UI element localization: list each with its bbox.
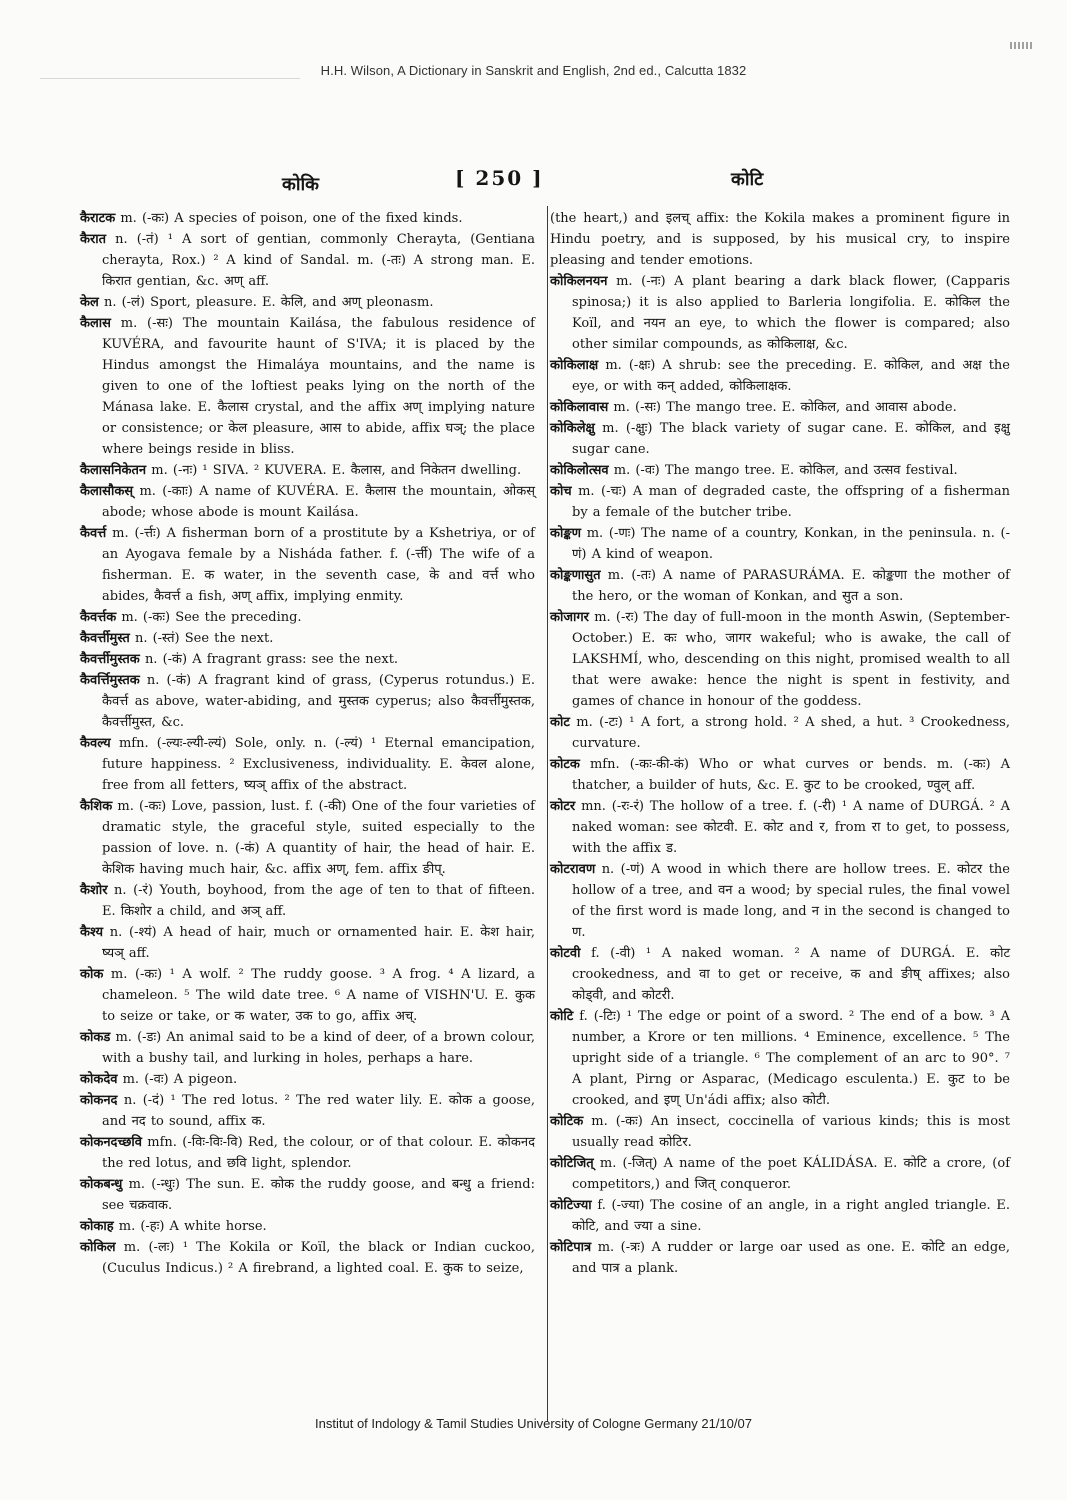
- entry-headword: कोटि: [550, 1009, 574, 1024]
- entry-text: m. (-र्त्तः) A fisherman born of a prostitute by a Kshetriya, or of an Ayogava female by a Nisháda father. f. (-र्त्ती) The wife of a fisherman. E. क water, in the seventh case, के and वर्त्त who abides, कैवर्त्त a fish, अण् affix, implying enmity.: [102, 526, 535, 604]
- entry-headword: कोकिलनयन: [550, 274, 608, 289]
- header-right-word: कोटि: [731, 169, 764, 190]
- entry-text: m. (-चः) A man of degraded caste, the offspring of a fisherman by a female of the butcher tribe.: [572, 484, 1010, 520]
- dictionary-entry: [550, 1153, 1010, 1195]
- dictionary-entry: [80, 880, 535, 922]
- entry-text: n. (-तं) ¹ A sort of gentian, commonly Cherayta, (Gentiana cherayta, Rox.) ² A kind of Sandal. m. (-तः) A strong man. E. किरात gentian, &c. अण् aff.: [102, 232, 535, 289]
- dictionary-entry: [550, 607, 1010, 712]
- entry-headword: कोटक: [550, 757, 580, 772]
- entry-headword: कैरात: [80, 232, 107, 247]
- entry-headword: कोकड: [80, 1030, 111, 1045]
- entry-headword: कोच: [550, 484, 572, 499]
- entry-headword: कैवर्त्त: [80, 526, 107, 541]
- dictionary-entry: [80, 922, 535, 964]
- dictionary-entry: [550, 271, 1010, 355]
- entry-text: (the heart,) and इलच् affix: the Kokila makes a prominent figure in Hindu poetry, and is supposed, by his musical cry, to inspire pleasing and tender emotions.: [550, 211, 1010, 268]
- entry-headword: कैराटक: [80, 211, 116, 226]
- dictionary-entry: [550, 754, 1010, 796]
- entry-text: n. (-श्यं) A head of hair, much or ornamented hair. E. केश hair, ष्यञ् aff.: [102, 925, 536, 961]
- dictionary-entry: [80, 229, 535, 292]
- entry-headword: केल: [80, 295, 99, 310]
- entry-text: m. (-णः) The name of a country, Konkan, in the peninsula. n. (-णं) A kind of weapon.: [572, 526, 1011, 562]
- bottom-caption: Institut of Indology & Tamil Studies University of Cologne Germany 21/10/07: [315, 1416, 752, 1431]
- dictionary-entry: [80, 292, 535, 313]
- entry-headword: कोटिपात्र: [550, 1240, 592, 1255]
- entry-text: m. (-हः) A white horse.: [118, 1219, 267, 1234]
- entry-text: m. (-टः) ¹ A fort, a strong hold. ² A shed, a hut. ³ Crookedness, curvature.: [572, 715, 1010, 751]
- entry-text: m. (-वः) The mango tree. E. कोकिल, and उत्सव festival.: [613, 463, 958, 478]
- dictionary-entry: [80, 1174, 535, 1216]
- entry-text: m. (-लः) ¹ The Kokila or Koïl, the black or Indian cuckoo, (Cuculus Indicus.) ² A firebrand, a lighted coal. E. कुक to seize,: [102, 1240, 536, 1276]
- dictionary-entry: [550, 712, 1010, 754]
- entry-text: m. (-न्धुः) The sun. E. कोक the ruddy goose, and बन्धु a friend: see चक्रवाक.: [102, 1177, 535, 1213]
- dictionary-entry: [80, 1090, 535, 1132]
- entry-headword: कैशोर: [80, 883, 108, 898]
- dictionary-entry: [550, 460, 1010, 481]
- column-divider: [547, 206, 548, 1422]
- entry-text: n. (-लं) Sport, pleasure. E. केलि, and अण् pleonasm.: [103, 295, 434, 310]
- entry-headword: कैलास: [80, 316, 111, 331]
- dictionary-entry: [80, 313, 535, 460]
- entry-text: m. (-त्रः) A rudder or large oar used as one. E. कोटि an edge, and पात्र a plank.: [572, 1240, 1011, 1276]
- dictionary-entry: [550, 208, 1010, 271]
- entry-text: m. (-कः) See the preceding.: [121, 610, 302, 625]
- entry-headword: कोकदेव: [80, 1072, 118, 1087]
- entry-headword: कैलासनिकेतन: [80, 463, 147, 478]
- dictionary-entry: [80, 1132, 535, 1174]
- entry-text: m. (-क्षुः) The black variety of sugar cane. E. कोकिल, and इक्षु sugar cane.: [572, 421, 1010, 457]
- dictionary-entry: [80, 1069, 535, 1090]
- dictionary-entry: [80, 670, 535, 733]
- entry-text: n. (-णं) A wood in which there are hollow trees. E. कोटर the hollow of a tree, and वन a wood; by special rules, the final vowel of the first word is made long, and न in the second is changed to ण.: [572, 862, 1010, 940]
- entry-headword: कैवल्य: [80, 736, 111, 751]
- entry-headword: कोट: [550, 715, 570, 730]
- entry-headword: कोटिजित्: [550, 1156, 594, 1171]
- entry-text: n. (-स्तं) See the next.: [134, 631, 274, 646]
- dictionary-entry: [80, 607, 535, 628]
- entry-headword: कोकिलाक्ष: [550, 358, 599, 373]
- dictionary-entry: [80, 628, 535, 649]
- dictionary-entry: [550, 565, 1010, 607]
- dictionary-entry: [80, 1216, 535, 1237]
- entry-headword: कोजागर: [550, 610, 590, 625]
- dictionary-entry: [80, 1027, 535, 1069]
- left-column: [80, 208, 535, 1279]
- top-caption: H.H. Wilson, A Dictionary in Sanskrit and English, 2nd ed., Calcutta 1832: [320, 63, 747, 78]
- dictionary-entry: [550, 1111, 1010, 1153]
- entry-headword: कोकाह: [80, 1219, 114, 1234]
- entry-text: mfn. (-विः-विः-वि) Red, the colour, or of that colour. E. कोकनद the red lotus, and छवि light, splendor.: [102, 1135, 535, 1171]
- dictionary-entry: [550, 418, 1010, 460]
- entry-headword: कैलासौकस्: [80, 484, 134, 499]
- dictionary-entry: [550, 355, 1010, 397]
- entry-headword: कोक: [80, 967, 104, 982]
- entry-headword: कोटवी: [550, 946, 581, 961]
- entry-headword: कोकनदच्छवि: [80, 1135, 142, 1150]
- entry-text: mfn. (-ल्यः-ल्यी-ल्यं) Sole, only. n. (-ल्यं) ¹ Eternal emancipation, future happiness. ² Exclusiveness, individuality. E. केवल alone, free from all fetters, ष्यञ् affix of the abstract.: [102, 736, 535, 793]
- dictionary-entry: [80, 460, 535, 481]
- entry-headword: कैशिक: [80, 799, 113, 814]
- entry-text: m. (-सः) The mango tree. E. कोकिल, and आवास abode.: [613, 400, 957, 415]
- dictionary-entry: [550, 943, 1010, 1006]
- dictionary-entry: [550, 1237, 1010, 1279]
- entry-text: m. (-जित्) A name of the poet KÁLIDÁSA. E. कोटि a crore, (of competitors,) and जित् conqueror.: [572, 1156, 1011, 1192]
- entry-text: mn. (-रः-रं) The hollow of a tree. f. (-री) ¹ A name of DURGÁ. ² A naked woman: see कोटवी. E. कोट and र, from रा to get, to possess, with the affix ड.: [572, 799, 1010, 856]
- dictionary-entry: [80, 649, 535, 670]
- entry-headword: कोकनद: [80, 1093, 118, 1108]
- entry-headword: कोटरावण: [550, 862, 596, 877]
- entry-headword: कोङ्कणासुत: [550, 568, 601, 583]
- entry-text: f. (-वी) ¹ A naked woman. ² A name of DURGÁ. E. कोट crookedness, and वा to get or receive, क and ङीष् affixes; also कोड्वी, and कोटरी.: [572, 946, 1010, 1003]
- entry-headword: कैवर्त्तीमुस्त: [80, 631, 130, 646]
- entry-headword: कोकिलावास: [550, 400, 609, 415]
- header-left-word: कोकि: [282, 174, 319, 195]
- dictionary-entry: [80, 1237, 535, 1279]
- dictionary-entry: [550, 796, 1010, 859]
- entry-headword: कोकिलोत्सव: [550, 463, 609, 478]
- entry-text: mfn. (-कः-की-कं) Who or what curves or bends. m. (-कः) A thatcher, a builder of huts, &c. E. कुट to be crooked, ण्वुल् aff.: [572, 757, 1010, 793]
- dictionary-entry: [80, 523, 535, 607]
- entry-text: n. (-रं) Youth, boyhood, from the age of ten to that of fifteen. E. किशोर a child, and अञ् aff.: [102, 883, 535, 919]
- scan-corner-mark: [1010, 42, 1032, 49]
- entry-headword: कैवर्त्तिमुस्तक: [80, 673, 140, 688]
- dictionary-entry: [550, 1195, 1010, 1237]
- page-number: [ 250 ]: [455, 166, 544, 190]
- entry-headword: कोकबन्धु: [80, 1177, 123, 1192]
- dictionary-entry: [550, 397, 1010, 418]
- entry-text: m. (-सः) The mountain Kailása, the fabulous residence of KUVÉRA, and favourite haunt of S'IVA; it is placed by the Hindus amongst the Himaláya mountains, and the name is given to one of the loftiest peaks lying on the north of the Mánasa lake. E. कैलास crystal, and the affix अण् implying nature or consistence; or केल pleasure, आस to abide, affix घञ्; the place where beings reside in bliss.: [102, 316, 535, 457]
- right-column: [550, 208, 1010, 1279]
- entry-headword: कोटिक: [550, 1114, 584, 1129]
- entry-text: m. (-कः) ¹ A wolf. ² The ruddy goose. ³ A frog. ⁴ A lizard, a chameleon. ⁵ The wild date tree. ⁶ A name of VISHN'U. E. कुक to seize or take, or क water, उक to go, affix अच्.: [102, 967, 535, 1024]
- dictionary-entry: [80, 733, 535, 796]
- entry-headword: कैवर्त्तीमुस्तक: [80, 652, 140, 667]
- dictionary-entry: [550, 859, 1010, 943]
- scan-noise-line: [40, 78, 300, 79]
- dictionary-entry: [80, 964, 535, 1027]
- dictionary-entry: [80, 208, 535, 229]
- entry-text: m. (-कः) Love, passion, lust. f. (-की) One of the four varieties of dramatic style, the graceful style, suited especially to the passion of love. n. (-कं) A quantity of hair, the head of hair. E. केशिक having much hair, &c. affix अण्, fem. affix ङीप्.: [102, 799, 535, 877]
- entry-text: m. (-कः) A species of poison, one of the fixed kinds.: [120, 211, 463, 226]
- entry-headword: कोकिल: [80, 1240, 116, 1255]
- entry-headword: कोटर: [550, 799, 576, 814]
- entry-text: m. (-वः) A pigeon.: [122, 1072, 238, 1087]
- entry-text: n. (-कं) A fragrant grass: see the next.: [144, 652, 399, 667]
- entry-headword: कोङ्कण: [550, 526, 581, 541]
- entry-text: m. (-काः) A name of KUVÉRA. E. कैलास the mountain, ओकस् abode; whose abode is mount Kailása.: [102, 484, 535, 520]
- dictionary-entry: [550, 523, 1010, 565]
- entry-text: m. (-रः) The day of full-moon in the month Aswin, (September-October.) E. कः who, जागर wakeful; who is awake, the call of LAKSHMÍ, who, descending on this night, promised wealth to all that were awake: hence the night is spent in festivity, and games of chance in honour of the goddess.: [572, 610, 1010, 709]
- entry-headword: कैवर्त्तक: [80, 610, 117, 625]
- entry-text: f. (-ज्या) The cosine of an angle, in a right angled triangle. E. कोटि, and ज्या a sine.: [572, 1198, 1010, 1234]
- entry-text: m. (-क्षः) A shrub: see the preceding. E. कोकिल, and अक्ष the eye, or with कन् added, कोकिलाक्षक.: [572, 358, 1010, 394]
- entry-text: n. (-कं) A fragrant kind of grass, (Cyperus rotundus.) E. कैवर्त्त as above, water-abiding, and मुस्तक cyperus; also कैवर्त्तीमुस्तक, कैवर्त्तीमुस्त, &c.: [102, 673, 535, 730]
- dictionary-entry: [80, 481, 535, 523]
- entry-text: m. (-नः) A plant bearing a dark black flower, (Capparis spinosa;) it is also applied to Barleria longifolia. E. कोकिल the Koïl, and नयन an eye, to which the flower is compared; also other similar compounds, as कोकिलाक्ष, &c.: [572, 274, 1010, 352]
- dictionary-entry: [550, 1006, 1010, 1111]
- entry-text: m. (-कः) An insect, coccinella of various kinds; this is most usually read कोटिर.: [572, 1114, 1010, 1150]
- entry-text: n. (-दं) ¹ The red lotus. ² The red water lily. E. कोक a goose, and नद to sound, affix क.: [102, 1093, 536, 1129]
- entry-headword: कोकिलेक्षु: [550, 421, 595, 436]
- dictionary-entry: [80, 796, 535, 880]
- entry-headword: कैश्य: [80, 925, 104, 940]
- entry-text: m. (-नः) ¹ SIVA. ² KUVERA. E. कैलास, and निकेतन dwelling.: [151, 463, 522, 478]
- entry-headword: कोटिज्या: [550, 1198, 592, 1213]
- entry-text: f. (-टिः) ¹ The edge or point of a sword. ² The end of a bow. ³ A number, a Krore or ten millions. ⁴ Eminence, excellence. ⁵ The upright side of a triangle. ⁶ The complement of an arc to 90°. ⁷ A plant, Pirng or Asparac, (Medicago esculenta.) E. कुट to be crooked, and इण् Un'ádi affix; also कोटी.: [572, 1009, 1010, 1108]
- entry-text: m. (-डः) An animal said to be a kind of deer, of a brown colour, with a bushy tail, and lurking in holes, perhaps a hare.: [102, 1030, 535, 1066]
- entry-text: m. (-तः) A name of PARASURÁMA. E. कोङ्कणा the mother of the hero, or the woman of Konkan, and सुत a son.: [572, 568, 1010, 604]
- dictionary-entry: [550, 481, 1010, 523]
